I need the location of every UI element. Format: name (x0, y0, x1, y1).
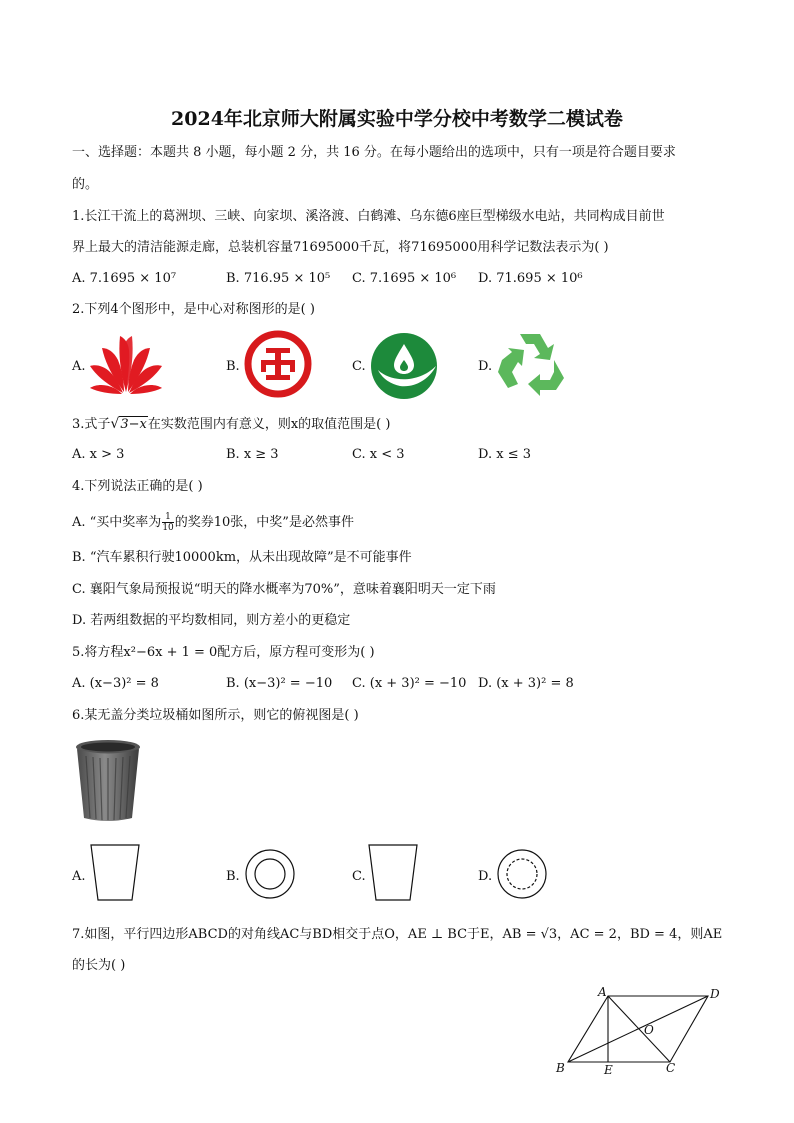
q3-option-a: A. x > 3 (72, 447, 125, 462)
q4-option-d: D. 若两组数据的平均数相同，则方差小的更稳定 (72, 613, 351, 628)
recycle-logo-icon (496, 330, 568, 398)
q2-label-d: D. (478, 359, 493, 374)
q4-option-c: C. 襄阳气象局预报说“明天的降水概率为70%”，意味着襄阳明天一定下雨 (72, 582, 496, 597)
q4-option-a (72, 512, 354, 533)
point-e-label: E (604, 1063, 613, 1077)
point-b-label: B (556, 1061, 565, 1075)
q7-stem-line1: 7.如图，平行四边形ABCD的对角线AC与BD相交于点O，AE ⊥ BC于E，AB = √3，AC = 2，BD = 4，则AE (72, 927, 723, 942)
q4-option-b: B. “汽车累积行驶10000km，从未出现故障”是不可能事件 (72, 550, 412, 565)
q6-option-d-figure (496, 848, 548, 900)
q6-label-d: D. (478, 869, 493, 884)
section-heading-cont: 的。 (72, 177, 99, 192)
q6-option-b-figure (244, 848, 296, 900)
q5-option-c: C. (x + 3)² = −10 (352, 676, 467, 691)
q1-stem-line2: 界上最大的清洁能源走廊，总装机容量71695000千瓦，将71695000用科学记数法表示为( ) (72, 240, 609, 255)
q3-stem-pre: 3.式子 (72, 417, 111, 432)
point-d-label: D (710, 987, 720, 1001)
q3-stem-post: 在实数范围内有意义，则x的取值范围是( ) (147, 417, 391, 432)
q4-stem: 4.下列说法正确的是( ) (72, 479, 203, 494)
q6-label-b: B. (226, 869, 240, 884)
q2-label-a: A. (72, 359, 86, 374)
q6-label-a: A. (72, 869, 86, 884)
q4-fraction-den: 10 (162, 523, 174, 533)
q5-option-a: A. (x−3)² = 8 (72, 676, 159, 691)
point-o-label: O (644, 1023, 654, 1037)
q1-stem-line1: 1.长江干流上的葛洲坝、三峡、向家坝、溪洛渡、白鹤滩、乌东德6座巨型梯级水电站，共同构成目前世 (72, 209, 665, 224)
q7-stem-line2: 的长为( ) (72, 958, 126, 973)
trash-bin-image (74, 738, 142, 824)
q1-option-b: B. 716.95 × 10⁵ (226, 271, 331, 286)
point-c-label: C (666, 1061, 676, 1075)
q3-radicand: 3−x (120, 417, 147, 432)
q3-radical: √3−x (110, 416, 147, 432)
q2-label-c: C. (352, 359, 366, 374)
q2-stem: 2.下列4个图形中，是中心对称图形的是( ) (72, 302, 315, 317)
q6-option-c-figure (366, 842, 420, 904)
q5-option-b: B. (x−3)² = −10 (226, 676, 333, 691)
q4-option-a-post: 的奖券10张，中奖”是必然事件 (174, 515, 354, 530)
q1-option-a: A. 7.1695 × 10⁷ (72, 271, 177, 286)
q1-option-d: D. 71.695 × 10⁶ (478, 271, 583, 286)
icbc-logo-icon (244, 330, 312, 398)
huawei-logo-icon (88, 330, 164, 396)
section-heading: 一、选择题：本题共 8 小题，每小题 2 分，共 16 分。在每小题给出的选项中，只有一项是符合题目要求 (72, 145, 676, 160)
q6-option-a-figure (88, 842, 142, 904)
q3-option-c: C. x < 3 (352, 447, 405, 462)
q3-option-b: B. x ≥ 3 (226, 447, 279, 462)
q5-option-d: D. (x + 3)² = 8 (478, 676, 574, 691)
water-logo-icon (370, 332, 438, 400)
q3-option-d: D. x ≤ 3 (478, 447, 531, 462)
q6-stem: 6.某无盖分类垃圾桶如图所示，则它的俯视图是( ) (72, 708, 359, 723)
q4-option-a-pre: A. “买中奖率为 (72, 515, 162, 530)
q2-label-b: B. (226, 359, 240, 374)
parallelogram-figure (550, 982, 730, 1078)
q3-stem (72, 415, 390, 434)
q1-option-c: C. 7.1695 × 10⁶ (352, 271, 457, 286)
page-title: 2024年北京师大附属实验中学分校中考数学二模试卷 (171, 108, 623, 130)
point-a-label: A (598, 985, 607, 999)
q4-fraction-num: 1 (162, 512, 173, 523)
q4-fraction (162, 512, 173, 533)
q6-label-c: C. (352, 869, 366, 884)
q5-stem: 5.将方程x²−6x + 1 = 0配方后，原方程可变形为( ) (72, 645, 375, 660)
